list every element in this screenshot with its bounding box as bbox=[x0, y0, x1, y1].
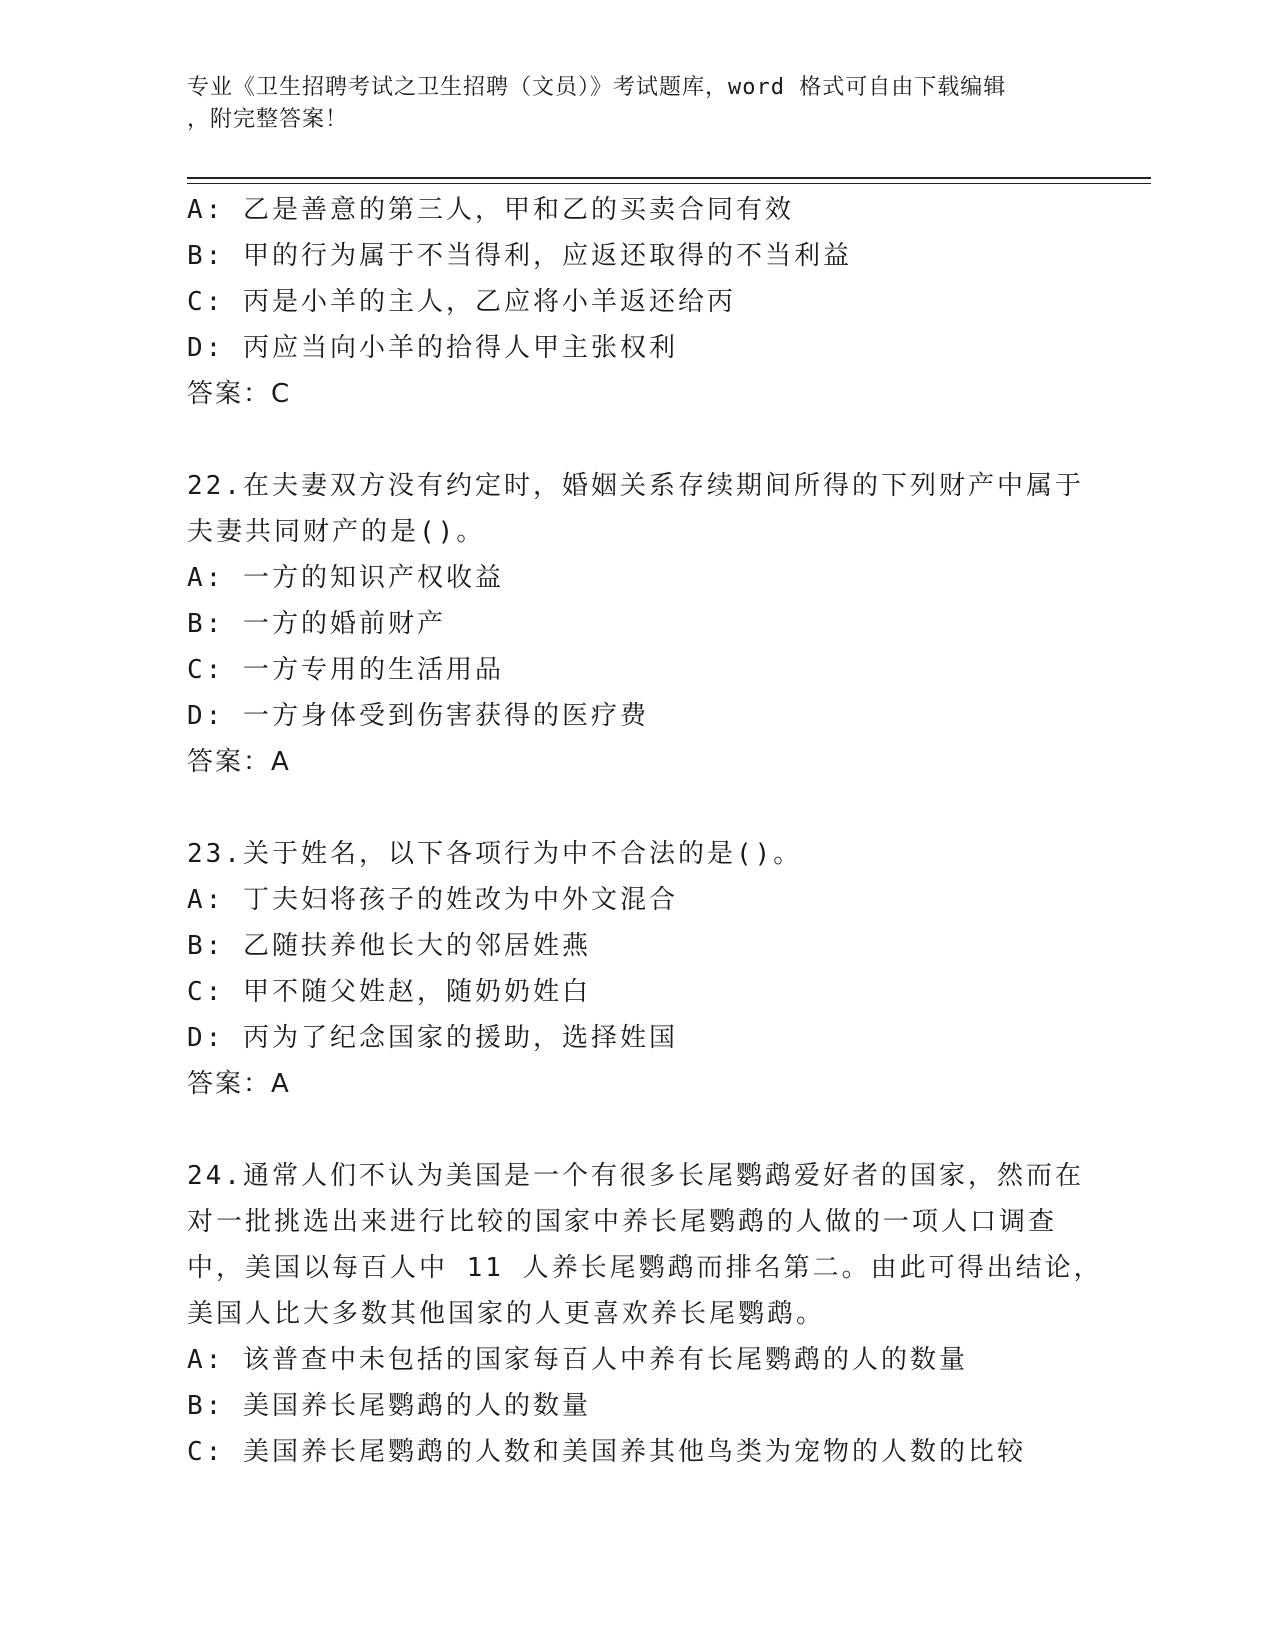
option-c: C: 美国养长尾鹦鹉的人数和美国养其他鸟类为宠物的人数的比较 bbox=[187, 1437, 1026, 1467]
option-a: A: 该普查中未包括的国家每百人中养有长尾鹦鹉的人的数量 bbox=[187, 1345, 968, 1375]
question-stem-line: 23.关于姓名，以下各项行为中不合法的是()。 bbox=[187, 839, 803, 869]
question-stem-line: 夫妻共同财产的是()。 bbox=[187, 517, 486, 547]
document-header bbox=[187, 72, 1087, 136]
option-d: D: 一方身体受到伤害获得的医疗费 bbox=[187, 701, 649, 731]
answer-line: 答案：C bbox=[187, 379, 292, 409]
question-stem-line: 24.通常人们不认为美国是一个有很多长尾鹦鹉爱好者的国家，然而在 bbox=[187, 1161, 1084, 1191]
option-b: B: 乙随扶养他长大的邻居姓燕 bbox=[187, 931, 591, 961]
question-21 bbox=[187, 187, 1087, 417]
option-b: B: 甲的行为属于不当得利，应返还取得的不当利益 bbox=[187, 241, 852, 271]
option-b: B: 美国养长尾鹦鹉的人的数量 bbox=[187, 1391, 591, 1421]
option-c: C: 甲不随父姓赵，随奶奶姓白 bbox=[187, 977, 591, 1007]
question-22 bbox=[187, 463, 1087, 785]
option-a: A: 一方的知识产权收益 bbox=[187, 563, 504, 593]
option-b: B: 一方的婚前财产 bbox=[187, 609, 446, 639]
header-line-1: 专业《卫生招聘考试之卫生招聘（文员）》考试题库，word 格式可自由下载编辑 bbox=[187, 75, 1007, 100]
header-line-2: ，附完整答案！ bbox=[187, 107, 349, 132]
question-stem-line: 22.在夫妻双方没有约定时，婚姻关系存续期间所得的下列财产中属于 bbox=[187, 471, 1084, 501]
option-a: A: 乙是善意的第三人，甲和乙的买卖合同有效 bbox=[187, 195, 794, 225]
question-spacer bbox=[187, 1107, 1087, 1153]
option-c: C: 丙是小羊的主人，乙应将小羊返还给丙 bbox=[187, 287, 736, 317]
header-divider-thin bbox=[187, 183, 1151, 184]
question-list bbox=[187, 187, 1103, 1475]
answer-line: 答案：A bbox=[187, 747, 291, 777]
question-spacer bbox=[187, 417, 1087, 463]
question-stem-line: 美国人比大多数其他国家的人更喜欢养长尾鹦鹉。 bbox=[187, 1299, 826, 1329]
question-stem-line: 对一批挑选出来进行比较的国家中养长尾鹦鹉的人做的一项人口调查 bbox=[187, 1207, 1058, 1237]
question-23 bbox=[187, 831, 1087, 1107]
option-d: D: 丙为了纪念国家的援助，选择姓国 bbox=[187, 1023, 678, 1053]
option-d: D: 丙应当向小羊的拾得人甲主张权利 bbox=[187, 333, 678, 363]
option-c: C: 一方专用的生活用品 bbox=[187, 655, 504, 685]
question-stem-line: 中，美国以每百人中 11 人养长尾鹦鹉而排名第二。由此可得出结论， bbox=[187, 1253, 1103, 1283]
header-divider-thick bbox=[187, 177, 1151, 179]
option-a: A: 丁夫妇将孩子的姓改为中外文混合 bbox=[187, 885, 678, 915]
question-24 bbox=[187, 1153, 1103, 1475]
question-spacer bbox=[187, 785, 1087, 831]
answer-line: 答案：A bbox=[187, 1069, 291, 1099]
